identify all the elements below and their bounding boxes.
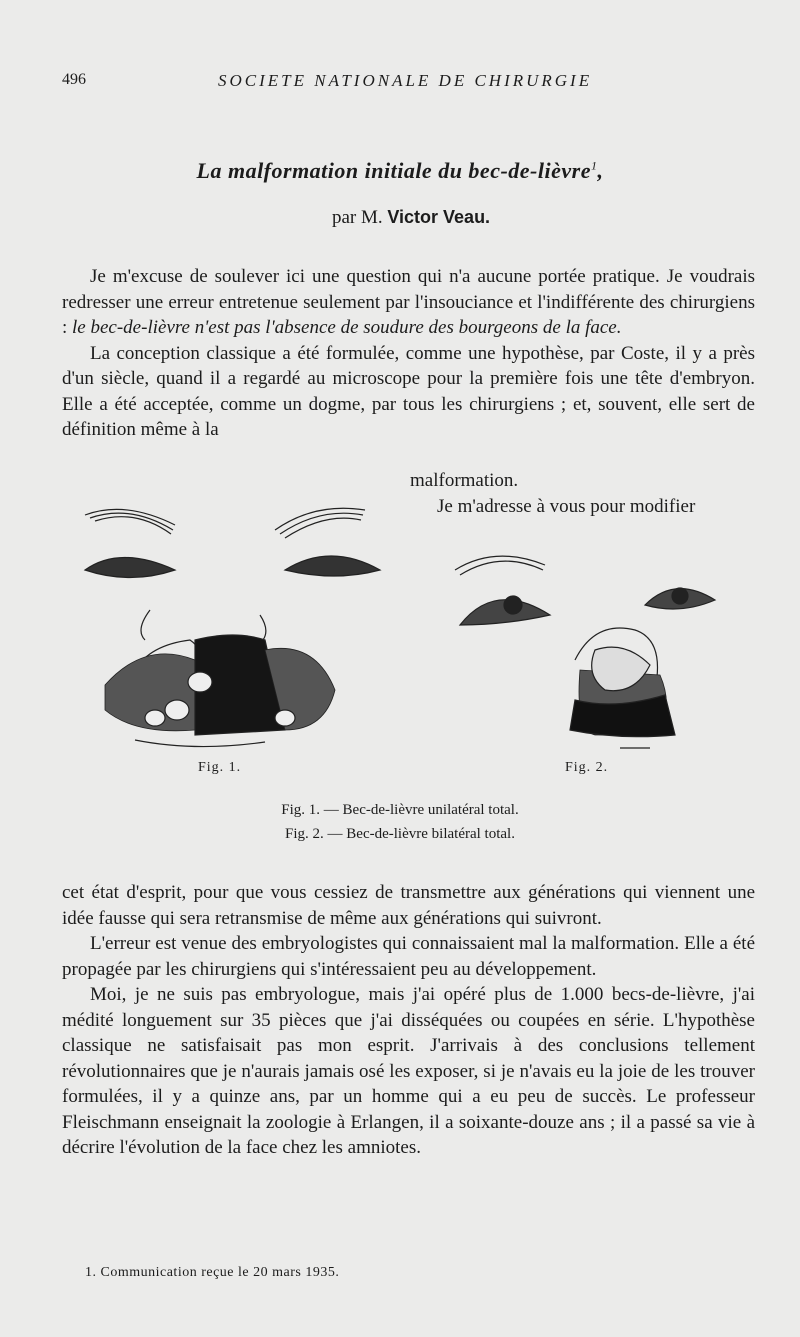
paragraph-1 xyxy=(62,264,755,341)
byline-prefix: par M. xyxy=(331,207,383,228)
article-title: La malformation initiale du bec-de-lièvre$^1$, xyxy=(196,158,604,183)
title-footnote-mark: 1 xyxy=(590,158,598,173)
paragraph-5: Moi, je ne suis pas embryologue, mais j'ai opéré plus de 1.000 becs-de-lièvre, j'ai médité longuement sur 35 pièces que j'ai disséquées ou coupées en série. L'hypothèse classique ne satisfaisait pas mon esprit. J'arrivais à des conclusions tellement révolutionnaires que je n'aurais jamais osé les exposer, si je n'avais eu la joie de les trouver formulées, il y a quinze ans, par un homme qui a eu peu de succès. Le professeur Fleischmann enseignait la zoologie à Erlangen, il a soixante-douze ans ; il a passé sa vie à décrire l'évolution de la face chez les amniotes. xyxy=(62,984,755,1158)
cleft-lip-drawings xyxy=(75,490,765,780)
paragraph-4: L'erreur est venue des embryologistes qui connaissaient mal la malformation. Elle a été propagée par les chirurgiens qui s'intéressaient peu au développement. xyxy=(62,933,755,980)
caption-fig1: Fig. 1. — Bec-de-lièvre unilatéral total. xyxy=(281,802,519,818)
caption-fig2: Fig. 2. — Bec-de-lièvre bilatéral total. xyxy=(285,826,515,842)
body-text-bottom xyxy=(62,880,755,1161)
fig2-label: Fig. 2. xyxy=(565,760,609,775)
body-text-top xyxy=(62,264,755,443)
page-number: 496 xyxy=(62,71,86,88)
article-title-text: La malformation initiale du bec-de-lièvre xyxy=(196,158,591,183)
paragraph-2: La conception classique a été formulée, comme une hypothèse, par Coste, il y a près d'un siècle, quand il a regardé au microscope pour la première fois une tête d'embryon. Elle a été acceptée, comme un dogme, par tous les chirurgiens ; et, souvent, elle sert de définition même à la xyxy=(62,342,755,440)
paragraph-3-start: Je m'adresse à vous pour modifier xyxy=(437,496,696,517)
running-head xyxy=(62,71,755,95)
byline xyxy=(0,207,800,229)
paragraph-1-text: Je m'excuse de soulever ici une question qui n'a aucune portée pratique. Je voudrais redresser une erreur entretenue seulement par l'insouciance et l'indifférente des chirurgiens : xyxy=(62,266,755,338)
journal-title: SOCIETE NATIONALE DE CHIRURGIE xyxy=(218,71,593,90)
figure-illustrations xyxy=(75,490,765,780)
paragraph-2-end: malformation. xyxy=(410,470,519,491)
fig1-label: Fig. 1. xyxy=(198,760,242,775)
figure-captions xyxy=(0,798,800,846)
author-name: Victor Veau. xyxy=(387,207,491,227)
fig2-drawing xyxy=(455,556,715,748)
footnote: 1. Communication reçue le 20 mars 1935. xyxy=(85,1265,340,1280)
paragraph-1-emphasis: le bec-de-lièvre n'est pas l'absence de soudure des bourgeons de la face. xyxy=(72,317,622,338)
paragraph-3-continued: cet état d'esprit, pour que vous cessiez de transmettre aux générations qui viennent une idée fausse qui sera retransmise de même aux générations qui suivront. xyxy=(62,882,755,929)
fig1-drawing xyxy=(85,508,380,746)
